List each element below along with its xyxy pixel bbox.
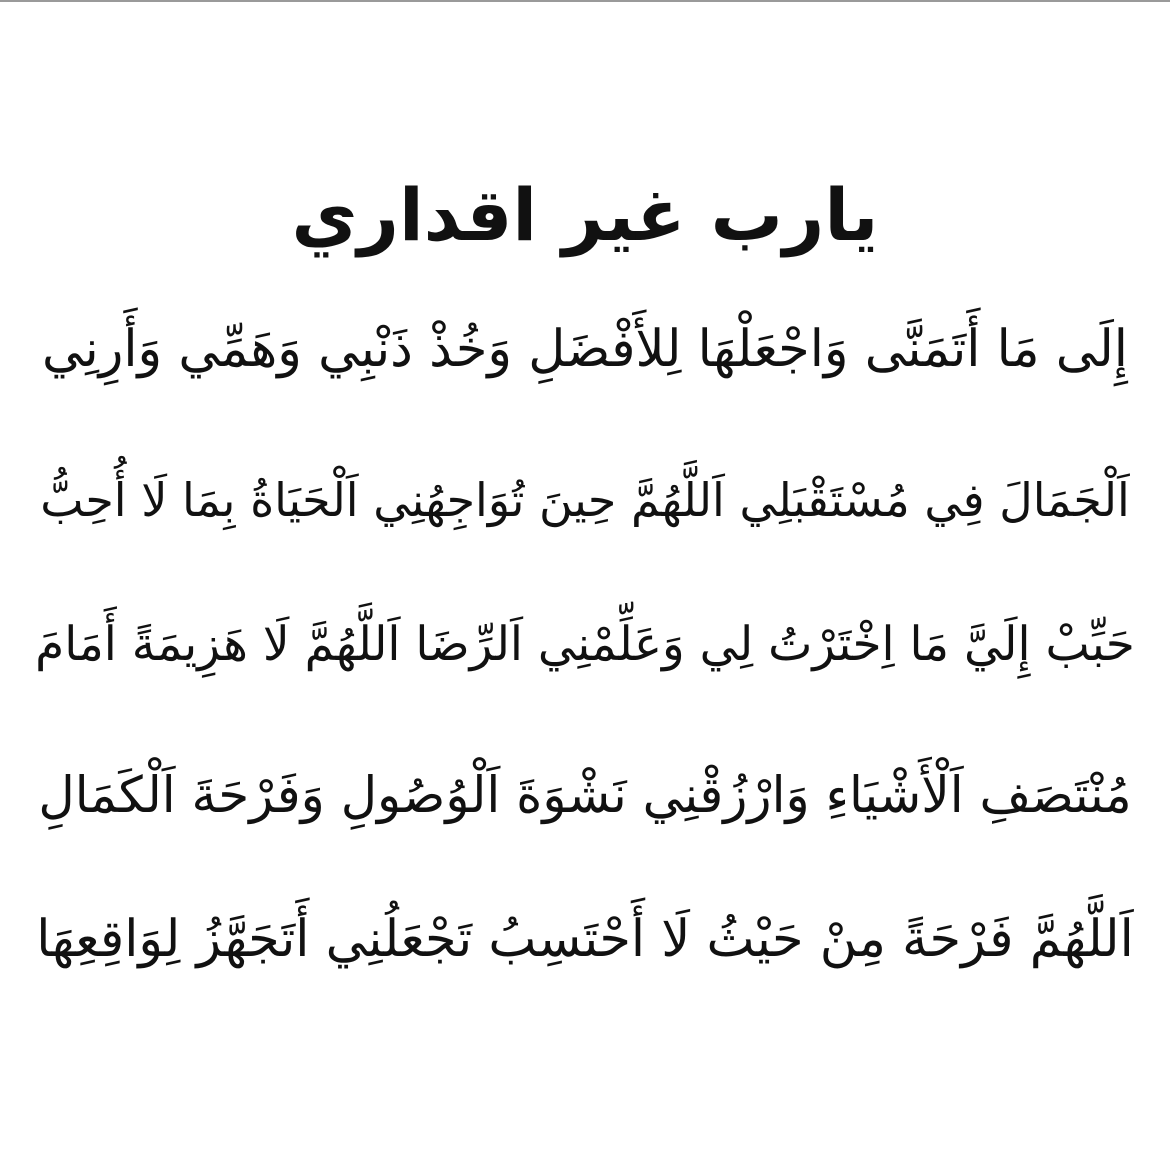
text-line-3: حَبِّبْ إِلَيَّ مَا اِخْتَرْتُ لِي وَعَلِّمْنِي اَلرِّضَا اَللَّهُمَّ لَا هَزِيمَةً أَمَامَ — [35, 617, 1135, 672]
page-title: يارب غير اقداري — [291, 173, 879, 257]
text-line-4: مُنْتَصَفِ اَلْأَشْيَاءِ وَارْزُقْنِي نَشْوَةَ اَلْوُصُولِ وَفَرْحَةَ اَلْكَمَالِ — [38, 766, 1132, 824]
text-line-1: إِلَى مَا أَتَمَنَّى وَاجْعَلْهَا لِلأَفْضَلِ وَخُذْ ذَنْبِي وَهَمِّي وَأَرِنِي — [42, 320, 1128, 379]
text-line-2: اَلْجَمَالَ فِي مُسْتَقْبَلِي اَللَّهُمَّ حِينَ تُوَاجِهُنِي اَلْحَيَاةُ بِمَا لَا أُحِبُّ — [40, 473, 1130, 527]
text-line-5: اَللَّهُمَّ فَرْحَةً مِنْ حَيْثُ لَا أَحْتَسِبُ تَجْعَلُنِي أَتَجَهَّزُ لِوَاقِعِهَا — [36, 910, 1134, 969]
